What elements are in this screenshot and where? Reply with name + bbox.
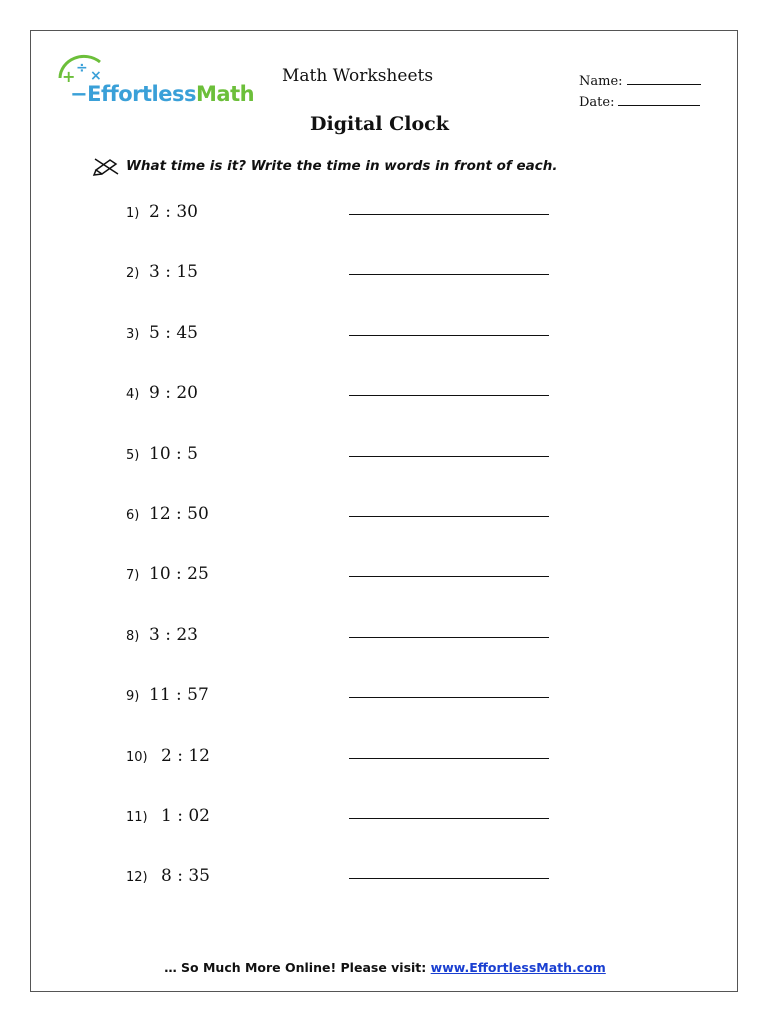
problem-number: 12) <box>126 870 148 886</box>
problem-time: 3 : 23 <box>149 624 198 645</box>
problem-number: 10) <box>126 749 148 765</box>
problem-time: 3 : 15 <box>149 262 198 283</box>
problem-time: 11 : 57 <box>149 685 209 706</box>
name-label: Name: <box>579 74 623 89</box>
date-label: Date: <box>579 95 615 110</box>
problem-time: 10 : 5 <box>149 443 198 464</box>
problem-time: 2 : 12 <box>161 745 210 766</box>
problem-number: 5) <box>126 447 140 463</box>
problem-number: 8) <box>126 628 140 644</box>
worksheet-title: Digital Clock <box>310 113 449 135</box>
problem-time: 5 : 45 <box>149 322 198 343</box>
problem-number: 2) <box>126 266 140 282</box>
problem-time: 2 : 30 <box>149 202 198 222</box>
logo-wordmark: −EffortlessMath <box>70 82 255 106</box>
footer-text: … So Much More Online! Please visit: <box>164 960 431 975</box>
svg-text:÷: ÷ <box>76 60 88 76</box>
svg-text:+: + <box>62 67 76 86</box>
logo-brand-second: Math <box>196 82 255 106</box>
problem-number: 4) <box>126 387 140 403</box>
problem-number: 3) <box>126 326 140 342</box>
name-blank[interactable] <box>627 72 701 85</box>
problem-number: 7) <box>126 568 140 584</box>
logo-brand-first: Effortless <box>87 82 196 106</box>
footer-link[interactable]: www.EffortlessMath.com <box>430 960 606 975</box>
effortless-math-logo <box>50 52 255 112</box>
problem-time: 12 : 50 <box>149 504 209 524</box>
problem-number: 1) <box>126 206 140 221</box>
name-field[interactable] <box>579 72 701 89</box>
problem-time: 10 : 25 <box>149 564 209 585</box>
header-title: Math Worksheets <box>282 66 434 86</box>
problem-number: 6) <box>126 508 140 523</box>
problem-number: 9) <box>126 689 140 705</box>
problem-number: 11) <box>126 810 148 825</box>
pencil-crossed-icon <box>92 156 122 176</box>
instruction <box>92 156 557 176</box>
problem-time: 1 : 02 <box>161 806 210 826</box>
svg-text:×: × <box>90 68 102 84</box>
problem-time: 8 : 35 <box>161 866 210 887</box>
footer <box>0 960 770 975</box>
problem-time: 9 : 20 <box>149 383 198 404</box>
instruction-text: What time is it? Write the time in words in front of each. <box>126 158 558 174</box>
date-blank[interactable] <box>618 93 700 106</box>
date-field[interactable] <box>579 93 700 110</box>
